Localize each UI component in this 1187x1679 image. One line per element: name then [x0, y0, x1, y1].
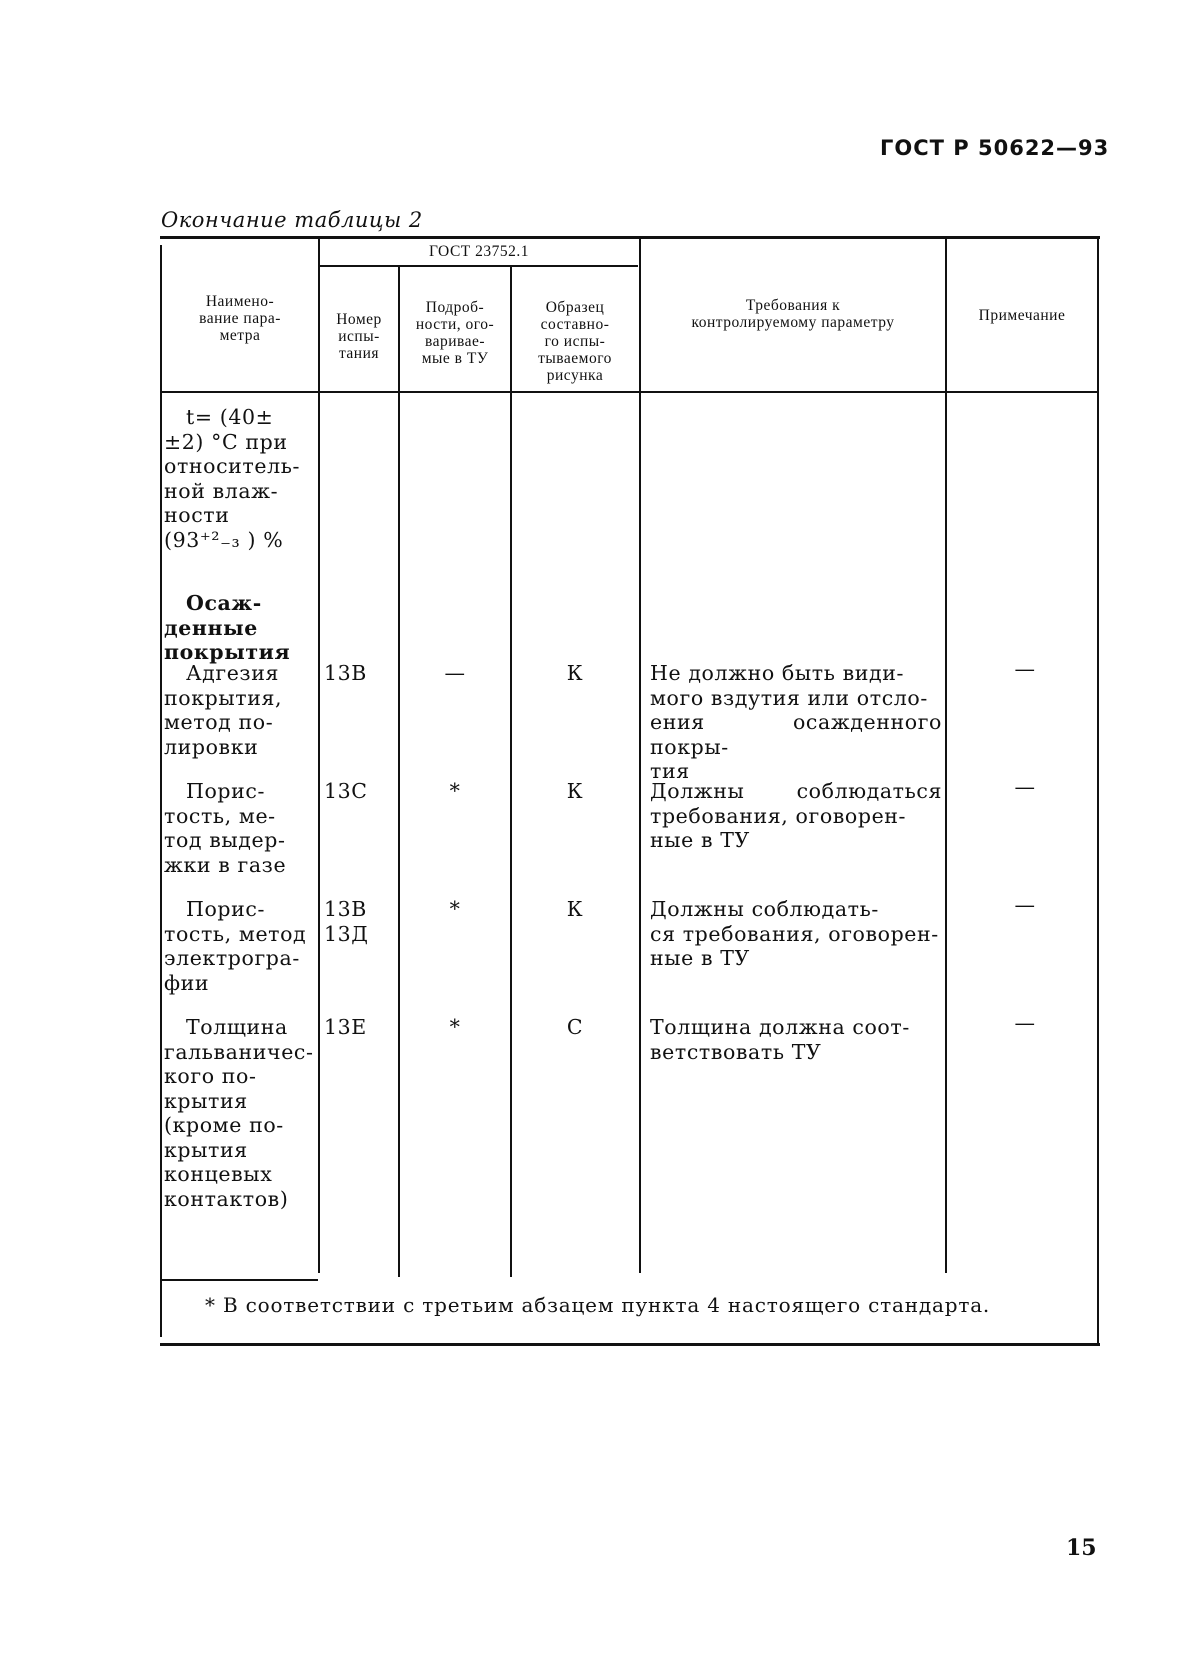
group-header-rule	[320, 265, 638, 267]
table-caption: Окончание таблицы 2	[161, 208, 423, 232]
row-1-note: —	[1014, 657, 1036, 681]
test-condition: t= (40± ±2) °С при относитель- ной влаж- ности (93⁺²₋₃ ) %	[164, 405, 301, 552]
row-1-details: —	[444, 661, 466, 685]
column-header-name: Наимено- вание пара- метра	[199, 293, 281, 344]
table-footnote: * В соответствии с третьим абзацем пункта 4 настоящего стандарта.	[205, 1293, 991, 1317]
column-header-sample: Образец составно- го испы- тываемого рисунка	[538, 299, 612, 384]
row-2-sample: К	[566, 779, 584, 803]
row-2-note: —	[1014, 775, 1036, 799]
row-4-test-number: 13Е	[324, 1015, 367, 1039]
row-1-sample: К	[566, 661, 584, 685]
column-divider	[398, 267, 400, 1277]
row-4-name: Толщина гальваничес- кого по- крытия (кроме по- крытия концевых контактов)	[164, 1015, 314, 1211]
requirements-table	[160, 236, 1100, 1346]
row-2-name: Порис- тость, ме- тод выдер- жки в газе	[164, 779, 287, 877]
standard-code: ГОСТ Р 50622—93	[880, 136, 1110, 160]
column-header-test-number: Номер испы- тания	[336, 311, 382, 362]
column-header-note: Примечание	[978, 307, 1066, 324]
page-number: 15	[1066, 1535, 1097, 1561]
row-4-details: *	[449, 1015, 461, 1039]
table-left-border	[160, 245, 162, 1337]
row-1-test-number: 13В	[324, 661, 367, 685]
header-bottom-rule	[160, 391, 1097, 393]
row-4-note: —	[1014, 1011, 1036, 1035]
column-divider	[510, 267, 512, 1277]
row-3-sample: К	[566, 897, 584, 921]
row-2-requirements: Должны соблюдаться требования, оговорен- ные в ТУ	[650, 779, 942, 852]
row-3-name: Порис- тость, метод электрогра- фии	[164, 897, 307, 995]
column-header-requirements: Требования к контролируемому параметру	[691, 297, 895, 331]
row-3-test-number: 13В 13Д	[324, 897, 369, 946]
row-2-test-number: 13С	[324, 779, 368, 803]
column-header-details: Подроб- ности, ого- вариваe- мые в ТУ	[415, 299, 495, 367]
row-4-sample: С	[566, 1015, 584, 1039]
section-title: Осаж- денные покрытия	[164, 591, 291, 664]
row-1-requirements: Не должно быть види- мого вздутия или отсло- ения осажденного покры- тия	[650, 661, 942, 783]
row-3-requirements: Должны соблюдать- ся требования, оговорен- ные в ТУ	[650, 897, 939, 970]
column-divider	[318, 239, 320, 1273]
row-3-note: —	[1014, 893, 1036, 917]
row-2-details: *	[449, 779, 461, 803]
column-divider	[945, 239, 947, 1273]
row-1-name: Адгезия покрытия, метод по- лировки	[164, 661, 283, 759]
column-header-group: ГОСТ 23752.1	[428, 243, 529, 260]
row-3-details: *	[449, 897, 461, 921]
body-bottom-rule	[160, 1279, 318, 1281]
row-4-requirements: Толщина должна соот- ветствовать ТУ	[650, 1015, 910, 1064]
column-divider	[639, 239, 641, 1273]
table-right-border	[1097, 239, 1099, 1343]
